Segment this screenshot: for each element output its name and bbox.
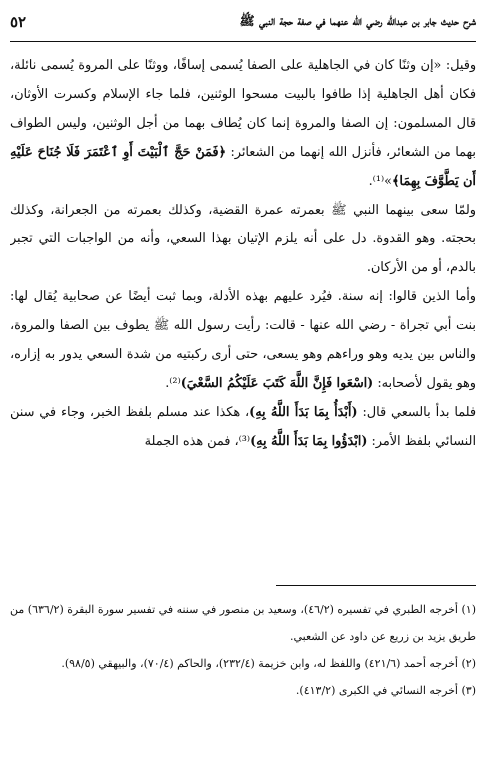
running-title: شرح حديث جابر بن عبدالله رضي الله عنهما في صفة حجة النبي ﷺ bbox=[239, 12, 476, 28]
paragraph-4 bbox=[10, 399, 476, 457]
footnote-rule bbox=[276, 585, 476, 586]
quran-verse: ﴿فَمَنْ حَجَّ ٱلْبَيْتَ أَوِ ٱعْتَمَرَ فَلَا جُنَاحَ عَلَيْهِ أَن يَطَّوَّفَ بِهِمَا﴾ bbox=[10, 144, 476, 189]
running-header bbox=[10, 4, 476, 40]
paragraph-4-mid: ، هكذا عند مسلم بلفظ الخبر، وجاء في سنن النسائي بلفظ الأمر: bbox=[10, 404, 476, 449]
paragraph-3-end: ⁽²⁾. bbox=[165, 375, 181, 391]
paragraph-2: ولمّا سعى بينهما النبي ﷺ بعمرته عمرة القضية، وكذلك بعمرته من الجعرانة، وكذلك بحجته. وهو القدوة. دل على أنه يلزم الإتيان بهذا السعي، وأنه من الواجبات التي تجبر بالدم، أو من الأركان. bbox=[10, 202, 476, 276]
paragraph-1: وقيل: «إن وثنًا كان في الجاهلية على الصفا يُسمى إسافًا، ووثنًا على المروة يُسمى نائلة، فكان أهل الجاهلية إذا طافوا بالبيت مسحوا الوثنين، فلما جاء الإسلام وكسرت الأوثان، قال المسلمون: إن الصفا والمروة إنما كان يُطاف بهما من أجل الوثنين، وليس الطواف بهما من الشعائر، فأنزل الله إنهما من الشعائر: ﴿فَمَنْ حَجَّ ٱلْبَيْتَ أَوِ ٱعْتَمَرَ فَلَا جُنَاحَ عَلَيْهِ أَن يَطَّوَّفَ بِهِمَا﴾»⁽¹⁾. bbox=[10, 58, 476, 189]
paragraph-1-text: وقيل: «إن وثنًا كان في الجاهلية على الصفا يُسمى إسافًا، ووثنًا على المروة يُسمى نائلة، فكان أهل الجاهلية إذا طافوا بالبيت مسحوا الوثنين، فلما جاء الإسلام وكسرت الأوثان، قال المسلمون: إن الصفا والمروة إنما كان يُطاف بهما من أجل الوثنين، وليس الطواف بهما من الشعائر، فأنزل الله إنهما من الشعائر bbox=[10, 58, 476, 160]
footnote-3: (٣) أخرجه النسائي في الكبرى (٤١٣/٢). bbox=[295, 684, 476, 697]
paragraph-4-start: فلما بدأ بالسعي قال: bbox=[362, 404, 476, 420]
paragraph-3-text: وأما الذين قالوا: إنه سنة. فيُرد عليهم بهذه الأدلة، وبما ثبت أيضًا عن صحابية يُقال لها: بنت أبي تجراة - رضي الله عنها - قالت: رأيت رسول الله ﷺ يطوف بين الصفا والمروة، والناس بين يديه وهو وراءهم وهو يسعى، حتى أرى ركبتيه من شدة السعي يدور به إزاره، وهو يقول لأصحابه: bbox=[10, 289, 476, 391]
hadith-quote-3: (ابْدَؤُوا بِمَا بَدَأَ اللَّهُ بِهِ) bbox=[250, 433, 368, 449]
hadith-quote-2: (أَبْدَأُ بِمَا بَدَأَ اللَّهُ بِهِ) bbox=[249, 404, 358, 420]
footnotes bbox=[10, 596, 476, 704]
footnote-1: (١) أخرجه الطبري في تفسيره (٤٦/٢)، وسعيد بن منصور في سننه في تفسير سورة البقرة (٦٣٦/٢) من طريق يزيد بن زريع عن داود عن الشعبي. bbox=[10, 603, 476, 643]
footnote-2: (٢) أخرجه أحمد (٤٢١/٦) واللفظ له، وابن خزيمة (٢٣٢/٤)، والحاكم (٧٠/٤)، والبيهقي (٩٨/٥). bbox=[61, 657, 476, 670]
hadith-quote-1: (اسْعَوا فَإِنَّ اللَّهَ كَتَبَ عَلَيْكُمُ السَّعْيَ) bbox=[180, 375, 374, 391]
paragraph-1-end: »⁽¹⁾. bbox=[368, 173, 392, 189]
main-text bbox=[10, 52, 476, 572]
paragraph-4-end: ⁽³⁾، فمن هذه الجملة bbox=[144, 433, 251, 449]
header-rule bbox=[10, 41, 476, 42]
page-number: ٥٢ bbox=[10, 13, 27, 31]
paragraph-3 bbox=[10, 283, 476, 399]
